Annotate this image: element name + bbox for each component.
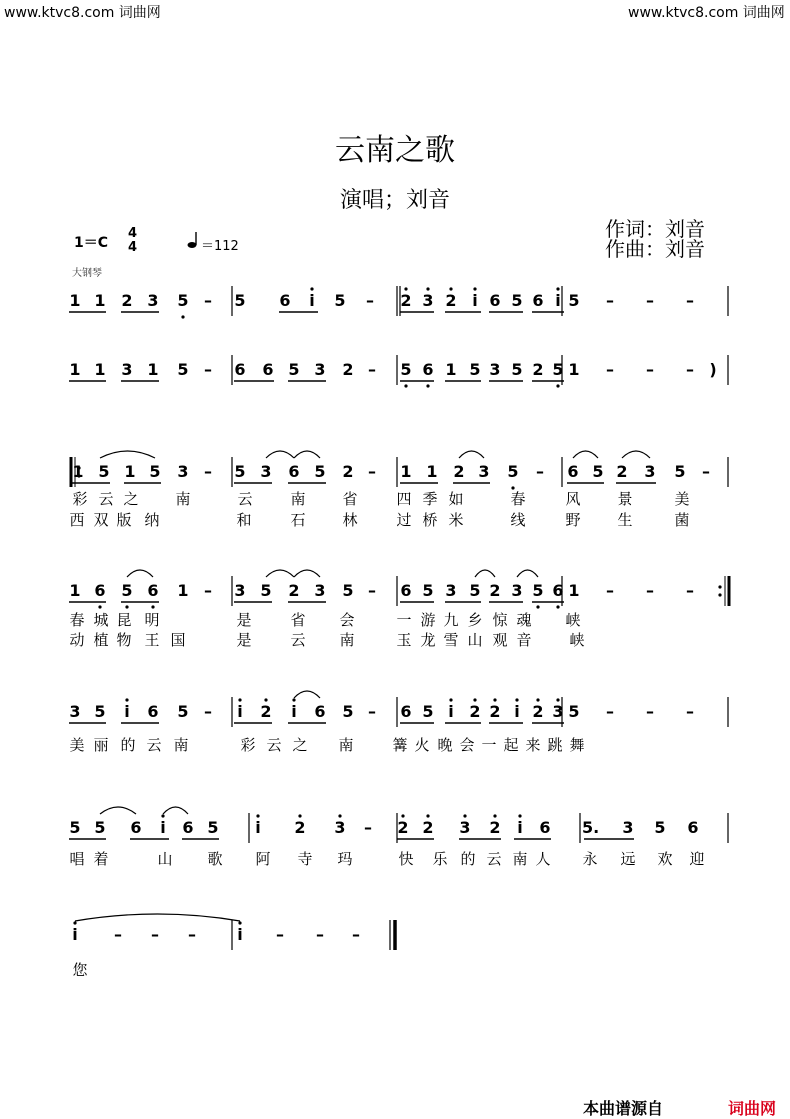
note: 6 (147, 702, 159, 721)
note: 3 (511, 581, 523, 600)
lyric-char: 省 (290, 611, 306, 629)
lyric-char: 乐 (432, 850, 448, 868)
note: 5 (234, 291, 246, 310)
slur (266, 570, 294, 577)
key-signature: 1＝C (74, 235, 109, 251)
note: – (114, 925, 122, 944)
note: 5 (342, 581, 354, 600)
song-title: 云南之歌 (335, 133, 455, 168)
note: 5 (177, 702, 189, 721)
lyric-char: 远 (620, 850, 636, 868)
lyric-char: 惊 (492, 611, 508, 629)
slur (266, 451, 294, 458)
note: 2 (422, 818, 434, 837)
note: 2 (532, 702, 544, 721)
lyric-char: 之 (123, 490, 139, 508)
lyric-char: 是 (236, 611, 252, 629)
note: 5 (207, 818, 219, 837)
note: 1 (69, 581, 81, 600)
lyric-char: 南 (173, 736, 189, 754)
note: 2 (288, 581, 300, 600)
lyric-char: 南 (512, 850, 528, 868)
note: 2 (489, 581, 501, 600)
note: 5 (234, 462, 246, 481)
lyric-char: 魂 (516, 611, 532, 629)
lyric-char: 九 (443, 611, 459, 629)
slur (127, 570, 153, 577)
note: 2 (616, 462, 628, 481)
lyric-char: 美 (69, 736, 85, 754)
note: i (291, 702, 297, 721)
tempo: ＝112 (201, 239, 239, 254)
octave-low-dot (98, 605, 101, 608)
lyric-char: 篝 (392, 736, 408, 754)
note: – (646, 360, 654, 379)
note: – (368, 581, 376, 600)
slur (100, 451, 155, 458)
slur (294, 451, 320, 458)
lyric-char: 歌 (207, 850, 223, 868)
lyric-char: 菌 (674, 511, 690, 529)
slur (517, 570, 538, 577)
time-signature-bottom: 4 (128, 240, 138, 255)
note: – (151, 925, 159, 944)
note: 1 (147, 360, 159, 379)
lyric-char: 明 (144, 611, 160, 629)
note: – (204, 702, 212, 721)
octave-low-dot (404, 384, 407, 387)
note: 1 (124, 462, 136, 481)
note: 3 (69, 702, 81, 721)
lyric-char: 米 (448, 511, 464, 529)
note: 6 (422, 360, 434, 379)
lyric-char: 版 (116, 511, 132, 529)
lyric-char: 野 (565, 511, 581, 529)
composer-credit: 作曲：刘音 (605, 237, 705, 261)
lyric-char: 昆 (116, 611, 132, 629)
note: 6 (567, 462, 579, 481)
note: 5 (149, 462, 161, 481)
note: – (686, 360, 694, 379)
note: 6 (279, 291, 291, 310)
note: 5 (94, 702, 106, 721)
note: 3 (644, 462, 656, 481)
note: – (352, 925, 360, 944)
note: 2 (294, 818, 306, 837)
note: 5 (469, 360, 481, 379)
slur (573, 451, 598, 458)
lyric-char: 云 (486, 850, 502, 868)
note: 6 (262, 360, 274, 379)
lyric-char: 物 (116, 631, 132, 649)
lyric-char: 山 (467, 631, 483, 649)
lyric-char: 南 (339, 631, 355, 649)
note: 5 (288, 360, 300, 379)
note: 5 (400, 360, 412, 379)
lyric-char: 美 (674, 490, 690, 508)
note: 6 (314, 702, 326, 721)
note: – (368, 360, 376, 379)
note: 5 (260, 581, 272, 600)
note: 6 (687, 818, 699, 837)
note: i (160, 818, 166, 837)
note: – (204, 360, 212, 379)
slur (100, 807, 136, 814)
note: – (646, 702, 654, 721)
lyric-char: 阿 (255, 850, 271, 868)
lyric-char: 来 (525, 736, 541, 754)
note: i (472, 291, 478, 310)
note: 2 (121, 291, 133, 310)
note: 3 (147, 291, 159, 310)
note: 6 (400, 702, 412, 721)
repeat-dot (718, 593, 721, 596)
lyric-char: 动 (69, 631, 85, 649)
lyric-char: 人 (535, 850, 551, 868)
lyric-char: 植 (93, 631, 109, 649)
lyric-char: 玛 (337, 850, 353, 868)
note: i (72, 925, 78, 944)
lyric-char: 石 (290, 511, 306, 529)
octave-low-dot (556, 384, 559, 387)
note: 6 (147, 581, 159, 600)
lyric-char: 欢 (657, 850, 673, 868)
lyric-char: 会 (339, 611, 355, 629)
note: 2 (532, 360, 544, 379)
watermark-right: www.ktvc8.com 词曲网 (628, 5, 785, 21)
note: 3 (459, 818, 471, 837)
lyric-char: 线 (510, 511, 526, 529)
slur (475, 570, 495, 577)
repeat-dot (718, 585, 721, 588)
note: 3 (314, 360, 326, 379)
note: 5 (568, 702, 580, 721)
note: 1 (94, 291, 106, 310)
instrument-label: 大钢琴 (72, 268, 102, 279)
lyric-char: 之 (292, 736, 308, 754)
note: 1 (426, 462, 438, 481)
lyric-char: 云 (146, 736, 162, 754)
lyric-char: 彩 (240, 736, 256, 754)
note: 6 (489, 291, 501, 310)
note: – (366, 291, 374, 310)
lyric-char: 生 (617, 511, 633, 529)
note: – (204, 291, 212, 310)
lyric-char: 彩 (72, 490, 88, 508)
octave-low-dot (151, 605, 154, 608)
note: 5 (654, 818, 666, 837)
note: – (686, 702, 694, 721)
lyric-char: 峡 (569, 631, 585, 649)
note: 5 (177, 360, 189, 379)
lyric-char: 桥 (422, 511, 438, 529)
note: i (555, 291, 561, 310)
note: ) (709, 360, 717, 379)
note: – (536, 462, 544, 481)
note: 3 (552, 702, 564, 721)
note: 1 (94, 360, 106, 379)
note: i (517, 818, 523, 837)
note: i (255, 818, 261, 837)
note: – (204, 581, 212, 600)
lyric-char: 的 (460, 850, 476, 868)
note: 5 (98, 462, 110, 481)
note: – (686, 291, 694, 310)
note: 3 (478, 462, 490, 481)
slur (294, 570, 320, 577)
note: 5 (532, 581, 544, 600)
note: – (368, 702, 376, 721)
note: 3 (445, 581, 457, 600)
note: 1 (445, 360, 457, 379)
note: 1 (400, 462, 412, 481)
lyric-char: 云 (290, 631, 306, 649)
octave-low-dot (556, 605, 559, 608)
slur (459, 451, 484, 458)
lyricist-credit: 作词：刘音 (605, 217, 705, 241)
note: 2 (342, 360, 354, 379)
note: 6 (94, 581, 106, 600)
lyric-char: 一 (481, 736, 497, 754)
lyric-char: 云 (98, 490, 114, 508)
note: – (646, 581, 654, 600)
lyric-char: 观 (492, 631, 508, 649)
octave-low-dot (125, 605, 128, 608)
note: i (124, 702, 130, 721)
note: 1 (69, 291, 81, 310)
watermark-left: www.ktvc8.com 词曲网 (4, 5, 161, 21)
lyric-char: 省 (342, 490, 358, 508)
slur (622, 451, 650, 458)
note: 6 (532, 291, 544, 310)
note: 5 (552, 360, 564, 379)
lyric-char: 快 (398, 850, 414, 868)
note: 5 (121, 581, 133, 600)
note: 2 (489, 818, 501, 837)
note: 1 (568, 360, 580, 379)
note: 1 (69, 360, 81, 379)
note: 6 (539, 818, 551, 837)
lyric-char: 景 (617, 490, 633, 508)
note: – (686, 581, 694, 600)
lyric-char: 云 (266, 736, 282, 754)
lyric-char: 西 (69, 511, 85, 529)
note: 2 (453, 462, 465, 481)
lyric-char: 南 (175, 490, 191, 508)
lyric-char: 永 (582, 850, 598, 868)
note: 2 (342, 462, 354, 481)
note: i (309, 291, 315, 310)
time-signature-top: 4 (128, 226, 138, 241)
note: 3 (622, 818, 634, 837)
lyric-char: 乡 (467, 611, 483, 629)
lyric-char: 林 (342, 511, 358, 529)
lyric-char: 的 (120, 736, 136, 754)
note: 6 (182, 818, 194, 837)
note: 6 (130, 818, 142, 837)
note: – (316, 925, 324, 944)
note: 2 (469, 702, 481, 721)
note: 3 (177, 462, 189, 481)
lyric-char: 王 (144, 631, 160, 649)
lyric-char: 雪 (443, 631, 459, 649)
lyric-char: 峡 (565, 611, 581, 629)
note: 5 (94, 818, 106, 837)
octave-low-dot (426, 384, 429, 387)
note: – (364, 818, 372, 837)
lyric-char: 龙 (420, 631, 436, 649)
note: 3 (489, 360, 501, 379)
note: – (204, 462, 212, 481)
lyric-char: 您 (72, 961, 88, 979)
lyric-char: 如 (448, 490, 464, 508)
lyric-char: 着 (93, 850, 109, 868)
slur (163, 807, 188, 814)
note: 6 (234, 360, 246, 379)
note: 2 (260, 702, 272, 721)
footer-source: 本曲谱源自 (583, 1099, 664, 1118)
note: – (276, 925, 284, 944)
note: 3 (334, 818, 346, 837)
note: 3 (234, 581, 246, 600)
note: 1 (72, 462, 84, 481)
note: – (606, 291, 614, 310)
lyric-char: 春 (510, 490, 526, 508)
slur (294, 691, 320, 698)
lyric-char: 纳 (144, 511, 160, 529)
note: 1 (568, 581, 580, 600)
lyric-char: 城 (93, 611, 109, 629)
note: 5 (511, 291, 523, 310)
note: 2 (489, 702, 501, 721)
lyric-char: 晚 (437, 736, 453, 754)
note: – (702, 462, 710, 481)
octave-low-dot (536, 605, 539, 608)
lyric-char: 迎 (689, 850, 705, 868)
note: 2 (397, 818, 409, 837)
lyric-char: 云 (237, 490, 253, 508)
note: i (514, 702, 520, 721)
lyric-char: 南 (290, 490, 306, 508)
note: 6 (288, 462, 300, 481)
note: 3 (260, 462, 272, 481)
lyric-char: 南 (338, 736, 354, 754)
lyric-char: 舞 (569, 736, 585, 754)
note: i (237, 925, 243, 944)
lyric-char: 音 (516, 631, 532, 649)
note: 5 (568, 291, 580, 310)
lyric-char: 和 (236, 511, 252, 529)
note: 6 (552, 581, 564, 600)
note: – (606, 581, 614, 600)
note: 5. (582, 818, 600, 837)
note: 5 (342, 702, 354, 721)
note: 3 (121, 360, 133, 379)
note: – (606, 702, 614, 721)
lyric-char: 山 (157, 850, 173, 868)
lyric-char: 春 (69, 611, 85, 629)
note: i (237, 702, 243, 721)
performer: 演唱；刘音 (339, 188, 450, 213)
note: 5 (422, 702, 434, 721)
note: 3 (422, 291, 434, 310)
note: 5 (422, 581, 434, 600)
note: 6 (400, 581, 412, 600)
lyric-char: 一 (396, 611, 412, 629)
lyric-char: 游 (420, 611, 436, 629)
note: – (606, 360, 614, 379)
lyric-char: 风 (565, 490, 581, 508)
note: 5 (177, 291, 189, 310)
lyric-char: 会 (459, 736, 475, 754)
note: 1 (177, 581, 189, 600)
lyric-char: 唱 (69, 850, 85, 868)
note: 2 (400, 291, 412, 310)
note: – (646, 291, 654, 310)
lyric-char: 过 (396, 511, 412, 529)
note: 5 (314, 462, 326, 481)
lyric-char: 寺 (297, 850, 313, 868)
lyric-char: 起 (503, 736, 519, 754)
note: 5 (69, 818, 81, 837)
lyric-char: 季 (422, 490, 438, 508)
note: – (188, 925, 196, 944)
lyric-char: 国 (170, 631, 186, 649)
note: 2 (445, 291, 457, 310)
note: i (448, 702, 454, 721)
note: 3 (314, 581, 326, 600)
octave-low-dot (181, 315, 184, 318)
note: 5 (592, 462, 604, 481)
note: 5 (674, 462, 686, 481)
note: 5 (334, 291, 346, 310)
note: – (368, 462, 376, 481)
lyric-char: 火 (414, 736, 430, 754)
lyric-char: 跳 (547, 736, 563, 754)
note: 5 (507, 462, 519, 481)
lyric-char: 双 (93, 511, 109, 529)
lyric-char: 玉 (396, 631, 412, 649)
footer-brand: 词曲网 (728, 1099, 777, 1118)
note: 5 (469, 581, 481, 600)
lyric-char: 四 (396, 490, 412, 508)
note: 5 (511, 360, 523, 379)
slur (75, 914, 240, 921)
lyric-char: 丽 (93, 736, 109, 754)
lyric-char: 是 (236, 631, 252, 649)
